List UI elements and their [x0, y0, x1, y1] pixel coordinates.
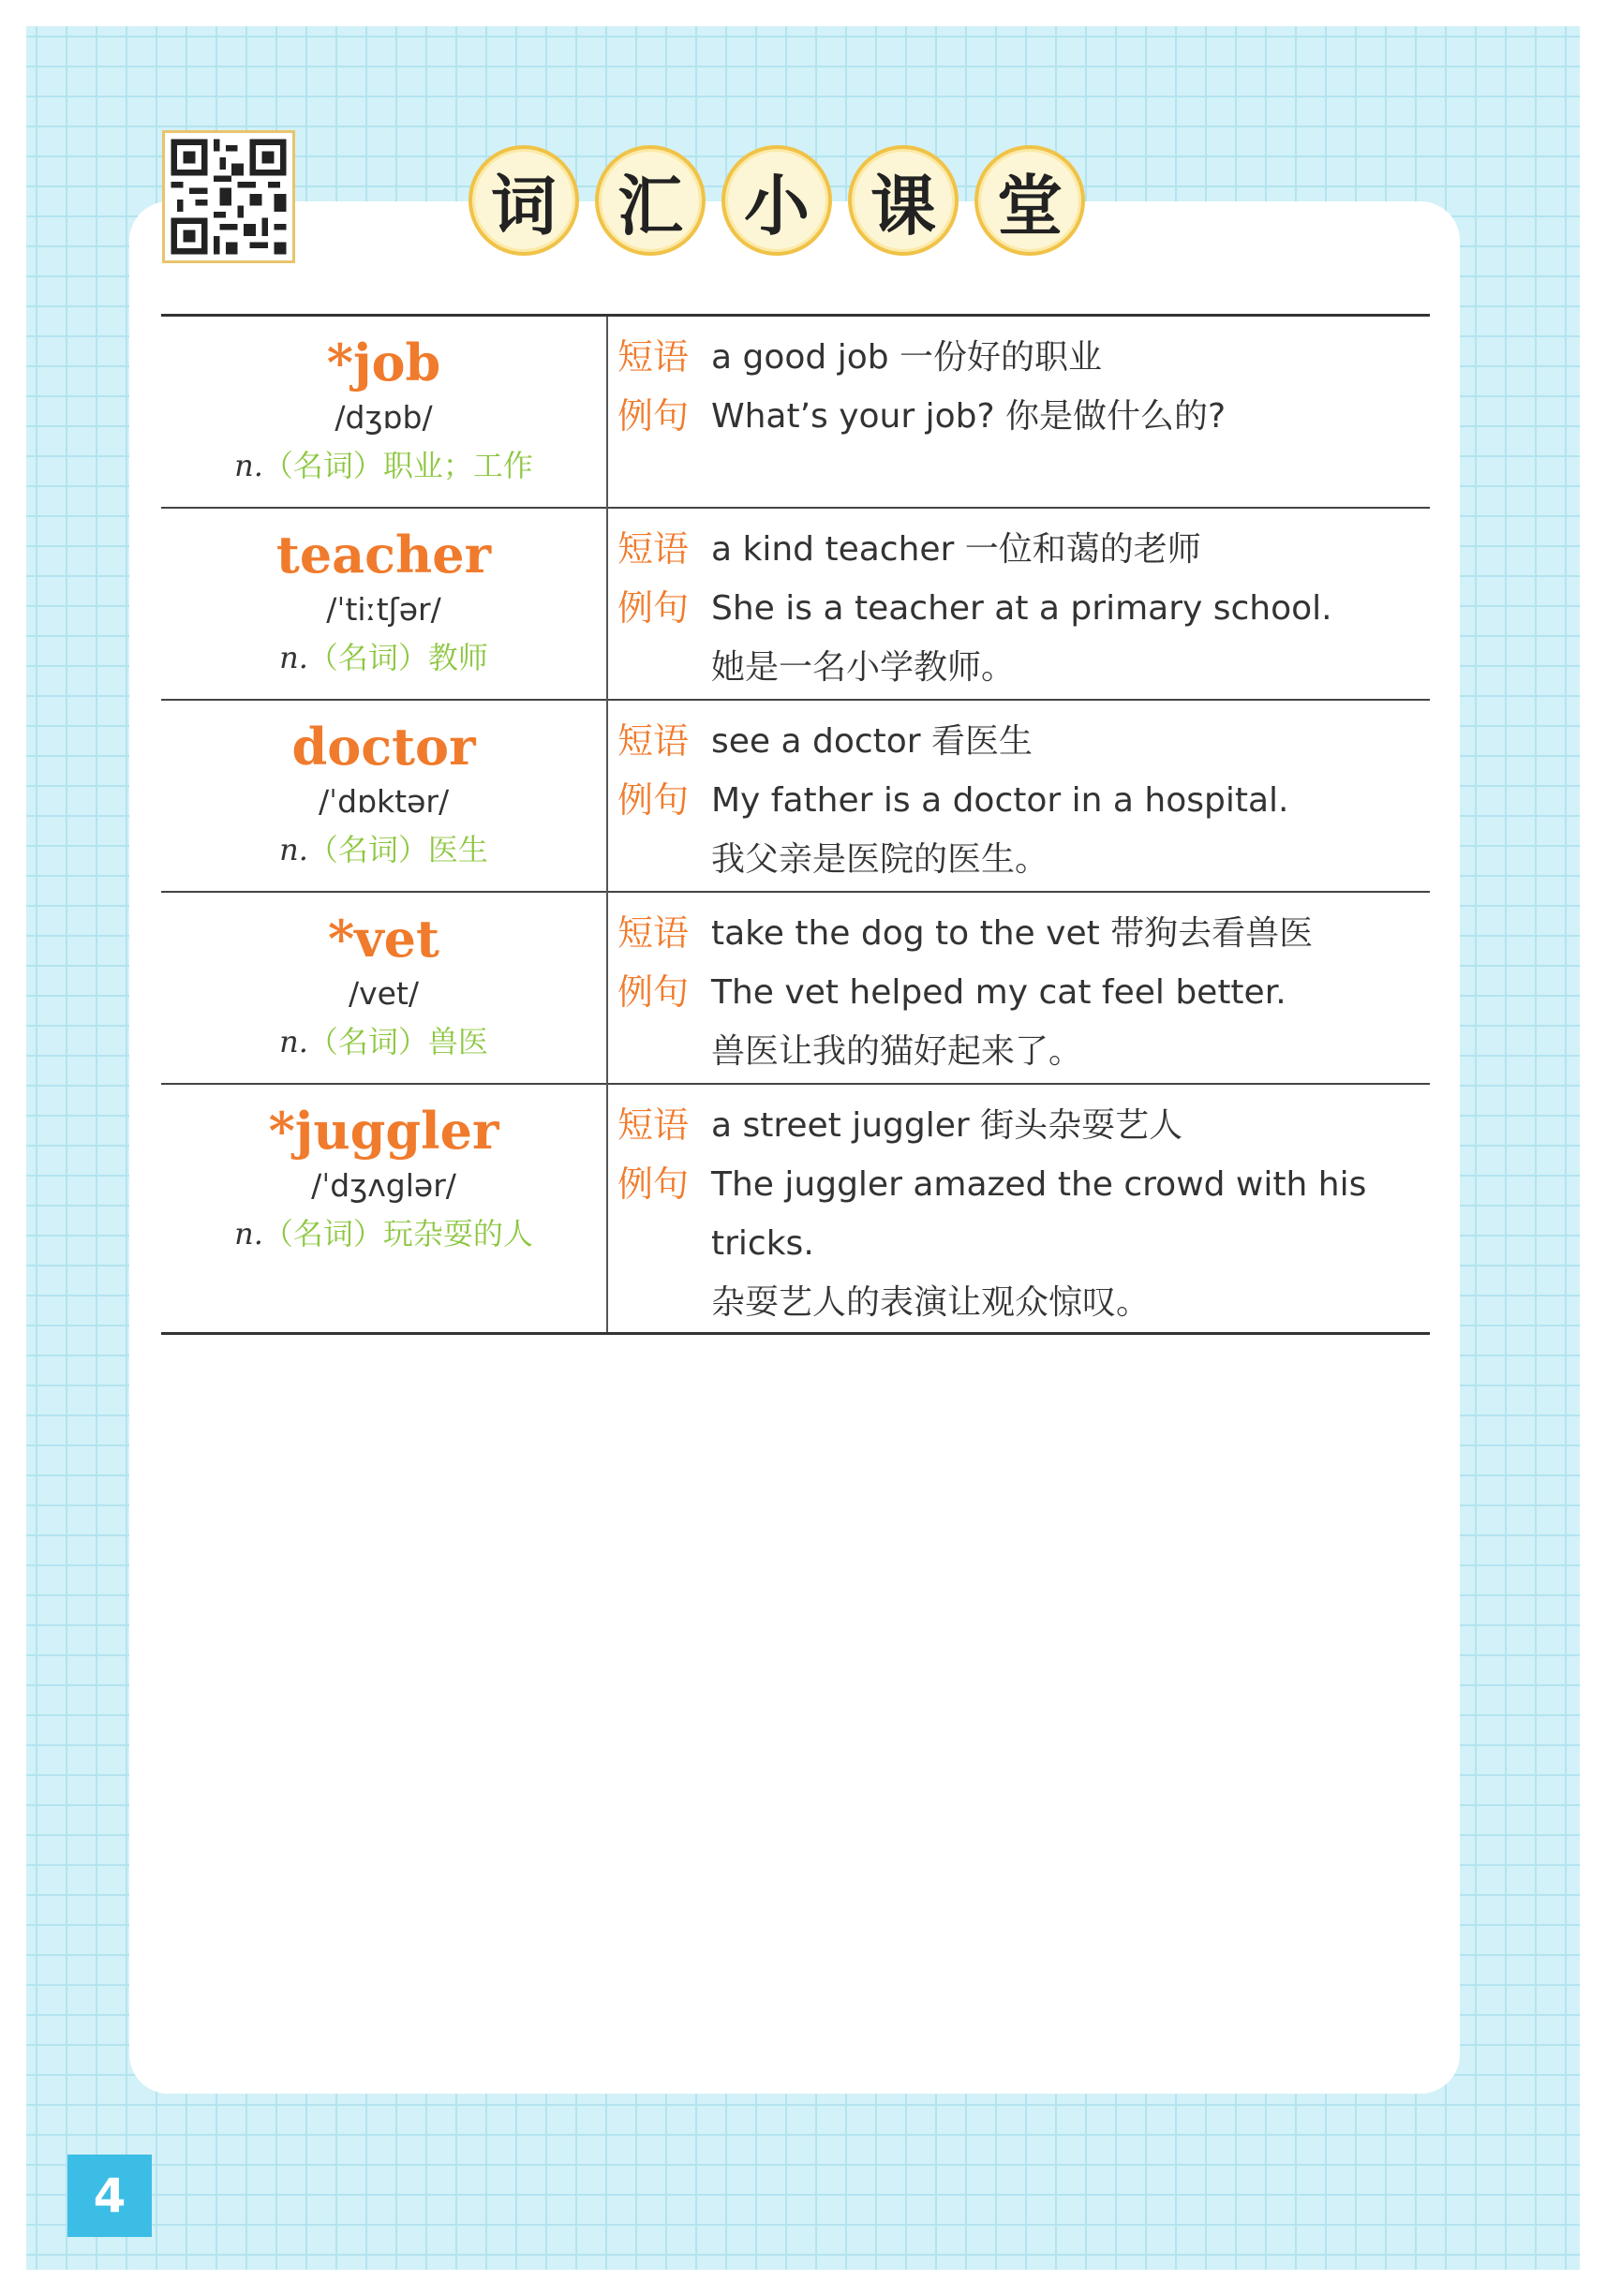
example-cell [607, 700, 1430, 892]
lesson-title [468, 145, 1085, 256]
word-cell [161, 316, 607, 508]
title-char: 词 [468, 145, 579, 256]
example-cell [607, 508, 1430, 700]
example-tag: 例句 [617, 778, 690, 821]
pos-abbr: n. [279, 639, 308, 675]
phrase-line [617, 520, 1430, 579]
title-char: 课 [848, 145, 959, 256]
phonetic: /vet/ [348, 974, 419, 1012]
word-cell [161, 508, 607, 700]
vocab-word: *juggler [268, 1100, 499, 1161]
vocab-row-teacher [161, 508, 1430, 700]
example-line [617, 387, 1430, 446]
part-of-speech [161, 638, 606, 677]
phrase-text: take the dog to the vet 带狗去看兽医 [711, 913, 1314, 953]
phonetic: /dʒɒb/ [335, 399, 433, 436]
word-cell [161, 700, 607, 892]
meaning: （名词）职业；工作 [262, 448, 533, 483]
part-of-speech [161, 446, 606, 485]
title-char: 汇 [595, 145, 706, 256]
example-tag: 例句 [617, 395, 690, 437]
example-en: The juggler amazed the crowd with his tricks. [711, 1164, 1367, 1263]
pos-abbr: n. [234, 448, 263, 483]
meaning: （名词）玩杂耍的人 [262, 1215, 533, 1252]
phrase-tag: 短语 [617, 719, 690, 762]
example-cell [607, 316, 1430, 508]
vocab-word: doctor [291, 716, 476, 777]
phrase-line [617, 904, 1430, 963]
example-line [617, 1155, 1430, 1273]
example-cn: 我父亲是医院的医生。 [711, 839, 1049, 879]
pos-abbr: n. [279, 831, 308, 867]
example-translation-line [617, 1022, 1430, 1081]
example-tag: 例句 [617, 586, 690, 629]
meaning: （名词）医生 [307, 831, 488, 867]
qr-code-icon[interactable] [162, 130, 295, 263]
phonetic: /ˈtiːtʃər/ [326, 590, 441, 628]
word-cell [161, 1084, 607, 1334]
vocab-row-doctor [161, 700, 1430, 892]
vocab-row-juggler [161, 1084, 1430, 1334]
example-tag: 例句 [617, 1163, 690, 1205]
part-of-speech [161, 830, 606, 869]
example-line [617, 771, 1430, 830]
example-cn: 杂耍艺人的表演让观众惊叹。 [711, 1282, 1151, 1322]
part-of-speech [161, 1214, 606, 1253]
vocabulary-table [161, 314, 1430, 1335]
vocab-row-job [161, 316, 1430, 508]
word-cell [161, 892, 607, 1084]
phrase-tag: 短语 [617, 1104, 690, 1146]
phrase-line [617, 328, 1430, 387]
title-char: 堂 [974, 145, 1085, 256]
example-cn: 她是一名小学教师。 [711, 647, 1016, 687]
phrase-tag: 短语 [617, 336, 690, 378]
example-en: She is a teacher at a primary school. [711, 588, 1332, 628]
pos-abbr: n. [279, 1023, 308, 1059]
page-number: 4 [67, 2155, 152, 2237]
example-en: My father is a doctor in a hospital. [711, 780, 1289, 820]
vocab-word: teacher [275, 524, 492, 585]
meaning: （名词）兽医 [307, 1023, 488, 1059]
phrase-tag: 短语 [617, 527, 690, 570]
example-en: The vet helped my cat feel better. [711, 972, 1286, 1012]
pos-abbr: n. [234, 1215, 263, 1252]
title-char: 小 [721, 145, 832, 256]
phrase-text: a street juggler 街头杂耍艺人 [711, 1105, 1183, 1145]
phrase-text: see a doctor 看医生 [711, 721, 1033, 761]
phrase-line [617, 712, 1430, 771]
phrase-text: a good job 一份好的职业 [711, 338, 1103, 377]
example-translation-line [617, 830, 1430, 889]
meaning: （名词）教师 [307, 639, 488, 675]
vocab-row-vet [161, 892, 1430, 1084]
part-of-speech [161, 1022, 606, 1061]
phrase-line [617, 1096, 1430, 1155]
example-cn: 兽医让我的猫好起来了。 [711, 1031, 1083, 1071]
example-line [617, 579, 1430, 638]
example-translation-line [617, 1273, 1430, 1332]
example-line [617, 963, 1430, 1022]
phonetic: /ˈdɒktər/ [318, 782, 450, 820]
example-cell [607, 1084, 1430, 1334]
phrase-text: a kind teacher 一位和蔼的老师 [711, 529, 1201, 569]
example-tag: 例句 [617, 970, 690, 1013]
phrase-tag: 短语 [617, 911, 690, 954]
example-cell [607, 892, 1430, 1084]
example-en: What’s your job? 你是做什么的? [711, 397, 1227, 436]
vocab-word: *vet [328, 908, 439, 969]
vocab-word: *job [326, 333, 441, 393]
phonetic: /ˈdʒʌglər/ [311, 1166, 456, 1204]
example-translation-line [617, 638, 1430, 697]
